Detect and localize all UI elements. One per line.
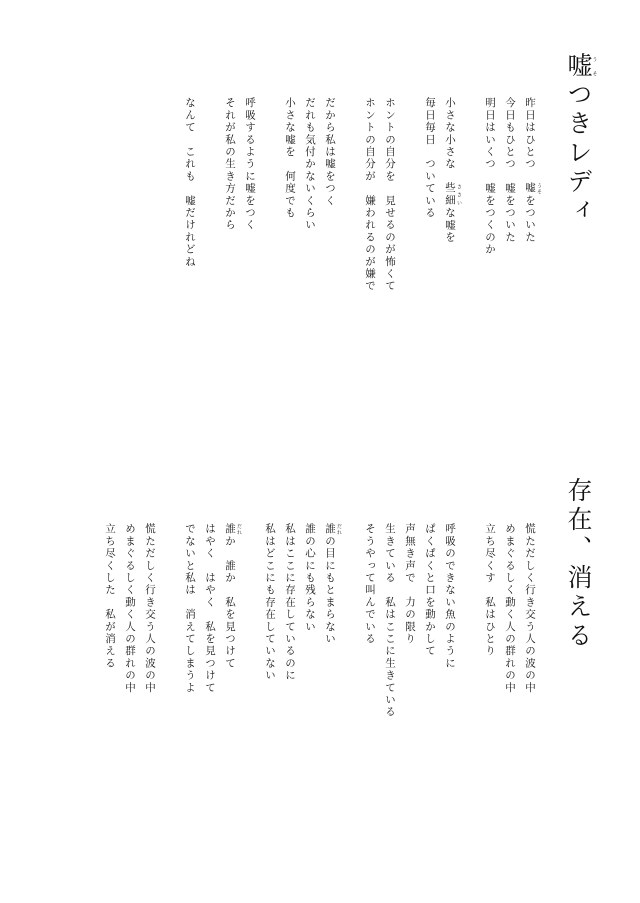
verse-line: 慌ただしく行き交う人の波の中 [524,523,536,694]
verse-line: 声無き声で 力の限り [404,523,416,645]
verse-line: 私はここに存在しているのに [284,523,296,682]
verse-line: でないと私は 消えてしまうよ [184,523,196,694]
verse-line: 私はどこにも存在していない [264,523,276,682]
verse-line: 生きている 私はここに生きている [384,523,396,719]
verse-line: ホントの自分が 嫌われるのが嫌で [364,97,376,293]
poem-uso-tsuki-lady [0,0,640,451]
verse-line: 立ち尽くした 私が消える [104,523,116,670]
verse-line: めまぐるしく動く人の群れの中 [124,523,136,694]
verse-line: それが私の生き方だから [224,97,236,232]
verse-line: 立ち尽くす 私はひとり [484,523,496,658]
verse-line: だれも気付かないくらい [304,97,316,232]
verse-line: 今日もひとつ 嘘をついた [504,97,516,244]
verse-line: 誰 だれか 誰か 私を見つけて [224,523,242,670]
verse-line: 呼吸するように嘘をつく [244,97,256,232]
verse-line: だから私は嘘をつく [324,97,336,207]
verse-line: めまぐるしく動く人の群れの中 [504,523,516,694]
verse-line: 呼吸のできない魚のように [444,523,456,670]
verse-line: 誰の心にも残らない [304,523,316,633]
verse-line: 小さな小さな 些細 ささいな嘘を [444,97,462,244]
verse-line: そうやって叫んでいる [364,523,376,645]
verse-line: 明日はいくつ 嘘をつくのか [484,97,496,256]
poem-sonzai-kieru [0,451,640,903]
verse-line: 誰 だれの目にもとまらない [324,523,342,646]
verse-line: 小さな嘘を 何度でも [284,97,296,219]
verse-line: はやく はやく 私を見つけて [204,523,216,694]
poem-title: 嘘うそつきレディ [564,52,598,226]
verse-line: 昨日はひとつ 嘘 うそをついた [524,97,542,244]
verse-line: なんて これも 嘘だけれどね [184,97,196,268]
verse-line: ホントの自分を 見せるのが怖くて [384,97,396,293]
poem-title: 存在、消える [564,477,593,651]
verse-line: 慌ただしく行き交う人の波の中 [144,523,156,694]
verse-line: ぱくぱくと口を動かして [424,523,436,658]
verse-line: 毎日毎日 ついている [424,97,436,219]
